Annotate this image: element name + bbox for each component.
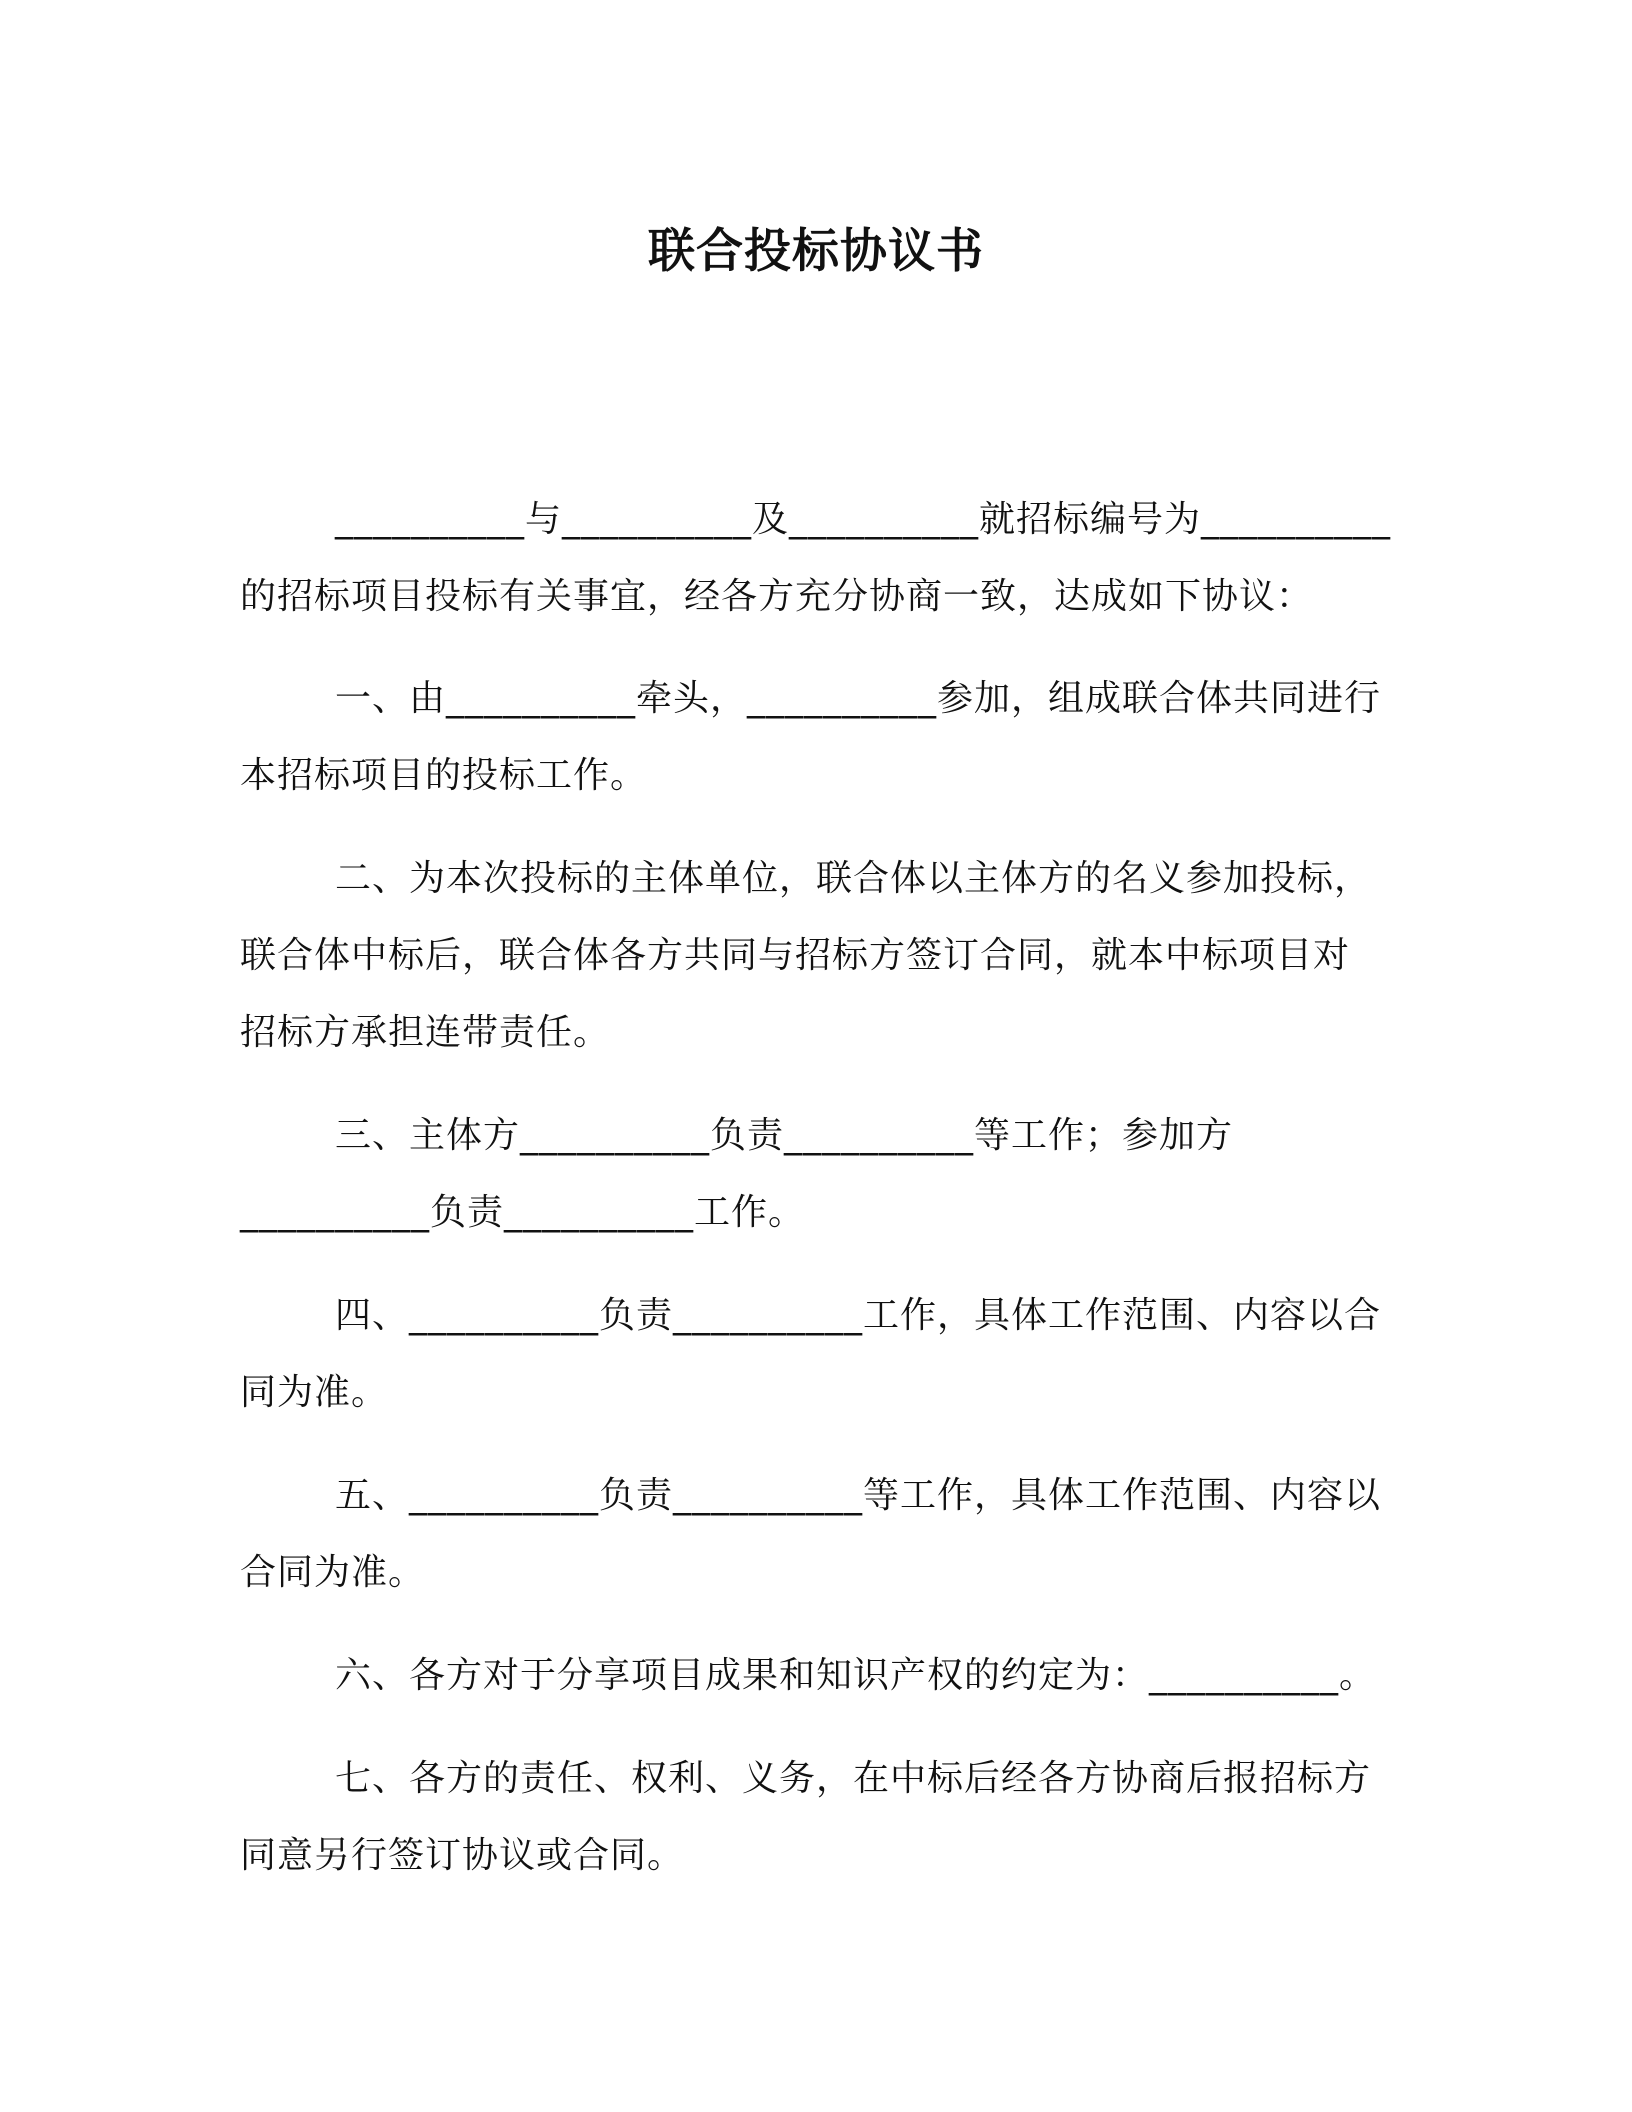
clause-1-line-2: 本招标项目的投标工作。 [240, 755, 648, 796]
clause-6-line-1: 六、各方对于分享项目成果和知识产权的约定为：__________。 [335, 1655, 1377, 1696]
clause-3-line-2: __________负责__________工作。 [240, 1192, 806, 1233]
clause-2-line-1: 二、为本次投标的主体单位，联合体以主体方的名义参加投标， [335, 858, 1372, 899]
clause-2-line-2: 联合体中标后，联合体各方共同与招标方签订合同，就本中标项目对 [240, 935, 1351, 976]
clause-5-line-2: 合同为准。 [240, 1552, 426, 1593]
clause-5-line-1: 五、__________负责__________等工作，具体工作范围、内容以 [335, 1475, 1382, 1516]
document-title: 联合投标协议书 [648, 224, 984, 279]
clause-7-line-2: 同意另行签订协议或合同。 [240, 1835, 685, 1876]
clause-2-line-3: 招标方承担连带责任。 [240, 1012, 611, 1053]
clause-3-line-1: 三、主体方__________负责__________等工作；参加方 [335, 1115, 1234, 1156]
paragraph-intro-line-1: __________与__________及__________就招标编号为__________ [335, 499, 1392, 540]
clause-7-line-1: 七、各方的责任、权利、义务，在中标后经各方协商后报招标方 [335, 1758, 1372, 1799]
paragraph-intro-line-2: 的招标项目投标有关事宜，经各方充分协商一致，达成如下协议： [240, 576, 1314, 617]
clause-4-line-1: 四、__________负责__________工作，具体工作范围、内容以合 [335, 1295, 1382, 1336]
clause-1-line-1: 一、由__________牵头，__________参加，组成联合体共同进行 [335, 678, 1382, 719]
clause-4-line-2: 同为准。 [240, 1372, 389, 1413]
